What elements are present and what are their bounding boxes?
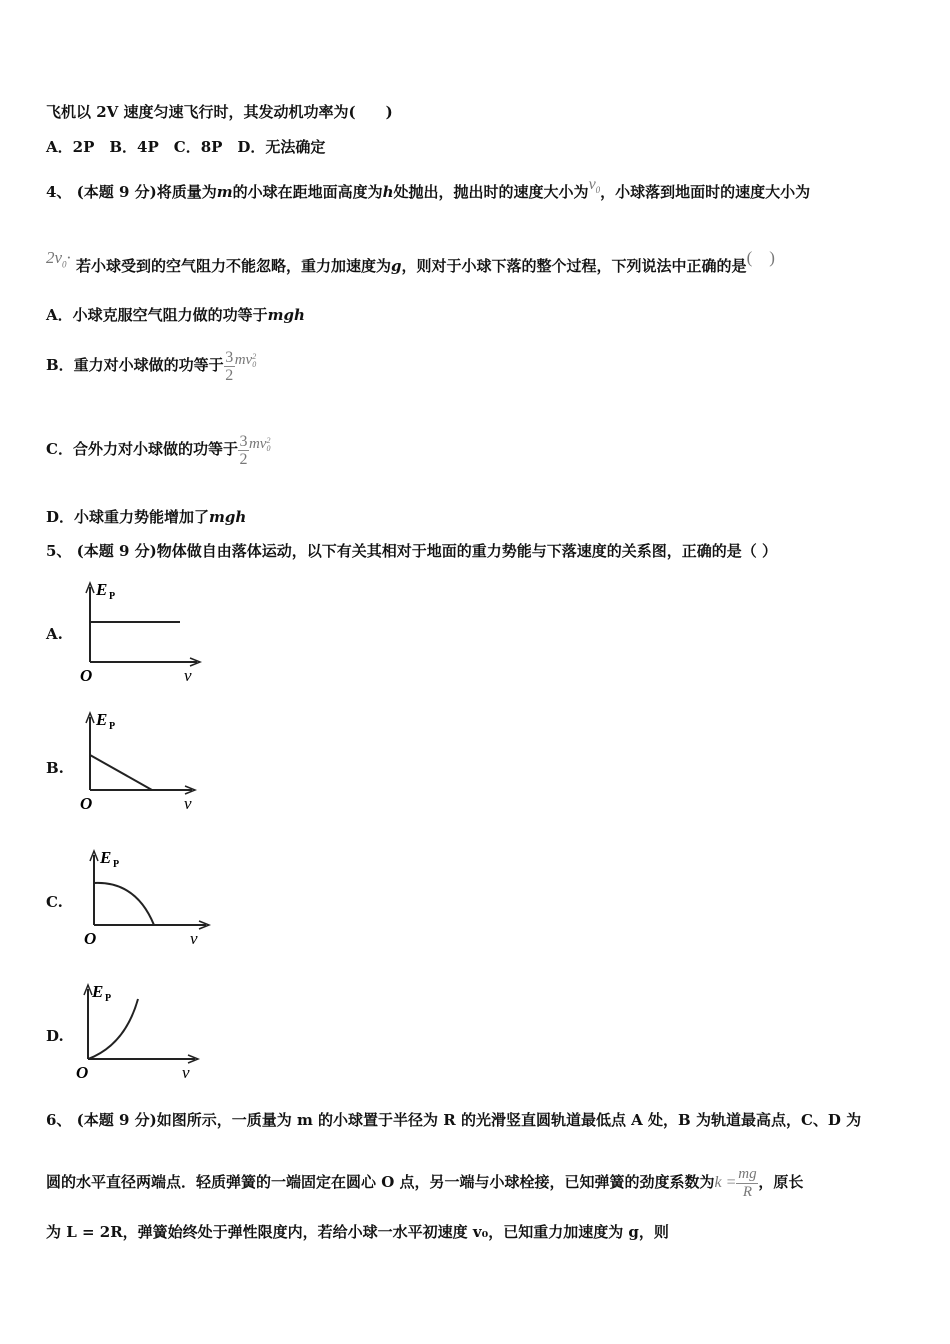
y-label: E: [100, 848, 112, 867]
fraction-three-halves: $\frac{3}{2}$: [225, 348, 234, 384]
v0-symbol: $v_0$: [588, 176, 601, 196]
q4-line-1: 4、 (本题 9 分)将质量为m的小球在距地面高度为h处抛出，抛出时的速度大小为$v_0$，小球落到地面时的速度大小为: [46, 176, 811, 201]
line-power-options: A．2P B．4P C．8P D．无法确定: [46, 138, 326, 156]
x-label: v: [190, 929, 198, 948]
fraction-mg-over-r: $\frac{mg}{R}$: [738, 1165, 757, 1200]
y-label: E: [92, 982, 104, 1001]
origin-label: O: [84, 929, 97, 948]
fraction-three-halves: $\frac{3}{2}$: [239, 432, 248, 468]
q6-line-2: 圆的水平直径两端点．轻质弹簧的一端固定在圆心 O 点，另一端与小球栓接，已知弹簧的劲度系数为k = $\frac{mg}{R}$ ，原长: [46, 1165, 804, 1200]
x-label: v: [184, 794, 192, 813]
y-label: E: [96, 580, 108, 599]
mv-squared: mv 2 0: [248, 435, 271, 453]
q5-text: 5、 (本题 9 分)物体做自由落体运动，以下有关其相对于地面的重力势能与下落速度的关系图，正确的是（ ）: [46, 542, 777, 560]
y-sub: P: [109, 591, 116, 602]
q4-option-b: B．重力对小球做的功等于 $\frac{3}{2}$ mv 2 0: [46, 348, 257, 384]
two-v0-symbol: $2v_0\cdot$: [46, 248, 71, 270]
option-c-label: C.: [46, 893, 63, 911]
q4-option-c: C．合外力对小球做的功等于 $\frac{3}{2}$ mv 2 0: [46, 432, 271, 468]
option-a-label: A.: [46, 625, 63, 643]
curve-concave-decrease: [94, 883, 154, 925]
option-b-label: B.: [46, 759, 64, 777]
option-d-label: D.: [46, 1027, 64, 1045]
line-power-question: 飞机以 2V 速度匀速飞行时，其发动机功率为( ): [46, 103, 393, 121]
graph-option-a: [72, 575, 212, 685]
q6-line-1: 6、 (本题 9 分)如图所示，一质量为 m 的小球置于半径为 R 的光滑竖直圆轨道最低点 A 处，B 为轨道最高点，C、D 为: [46, 1111, 862, 1129]
y-sub: P: [113, 859, 120, 870]
y-sub: P: [105, 993, 112, 1004]
graph-option-d: [70, 977, 210, 1087]
q4-option-a: A．小球克服空气阻力做的功等于mgh: [46, 306, 305, 324]
x-label: v: [182, 1063, 190, 1082]
answer-paren: ( ): [746, 248, 775, 267]
q6-line-3: 为 L = 2R，弹簧始终处于弹性限度内，若给小球一水平初速度 v₀，已知重力加速度为 g，则: [46, 1223, 669, 1241]
mv-squared: mv 2 0: [234, 351, 257, 369]
origin-label: O: [76, 1063, 89, 1082]
curve-convex-increase: [88, 999, 138, 1059]
origin-label: O: [80, 666, 93, 685]
origin-label: O: [80, 794, 93, 813]
q4-option-d: D．小球重力势能增加了mgh: [46, 508, 247, 526]
curve-linear-decrease: [90, 755, 152, 790]
y-sub: P: [109, 721, 116, 732]
x-label: v: [184, 666, 192, 685]
k-symbol: k =: [714, 1174, 737, 1191]
q4-line-2: $2v_0\cdot$ 若小球受到的空气阻力不能忽略，重力加速度为g，则对于小球下落的整个过程，下列说法中正确的是( ): [46, 248, 775, 275]
graph-option-c: [76, 843, 216, 953]
y-label: E: [96, 710, 108, 729]
graph-option-b: [72, 705, 212, 815]
